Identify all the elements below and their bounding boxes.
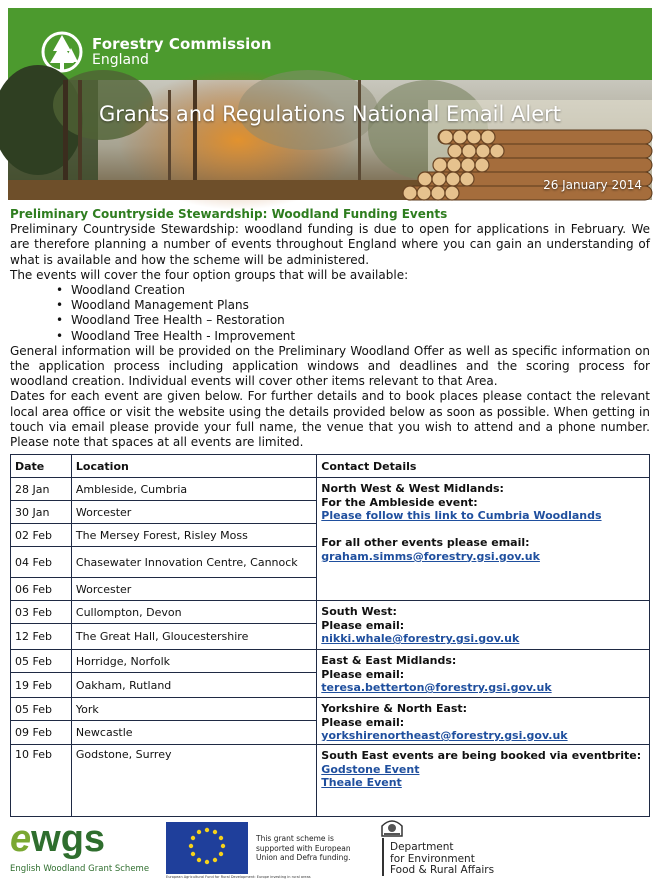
contact-yorkshire: [317, 698, 650, 745]
contact-south-east: [317, 745, 650, 817]
eu-funding-text: This grant scheme is supported with European Union and Defra funding.: [256, 834, 351, 862]
event-location: York: [71, 698, 316, 721]
contact-south-west: [317, 601, 650, 650]
email-link[interactable]: yorkshirenortheast@forestry.gsi.gov.uk: [321, 729, 568, 742]
options-lead: The events will cover the four option groups that will be available:: [10, 267, 409, 282]
article-heading: Preliminary Countryside Stewardship: Woodland Funding Events: [10, 207, 448, 221]
eu-small-text: European Agricultural Fund for Rural Development: Europe investing in rural areas: [166, 875, 311, 879]
table-row: [11, 601, 650, 624]
event-location: Ambleside, Cumbria: [71, 478, 316, 501]
contact-east: [317, 650, 650, 698]
contact-ambleside-label: For the Ambleside event:: [321, 495, 478, 509]
cumbria-woodlands-link[interactable]: Please follow this link to Cumbria Woodlands: [321, 509, 602, 522]
issue-date: 26 January 2014: [543, 178, 642, 192]
contact-region: East & East Midlands:: [321, 654, 457, 667]
godstone-event-link[interactable]: Godstone Event: [321, 762, 420, 776]
list-item: • Woodland Management Plans: [56, 298, 650, 313]
header-contact: Contact Details: [317, 455, 650, 478]
org-name: Forestry Commission: [92, 34, 272, 53]
contact-label: Please email:: [321, 618, 405, 632]
general-info-paragraph: General information will be provided on the Preliminary Woodland Offer as well as specific information on the application process including application windows and deadlines and the scoring process for woodland creation. Individual events will cover other items relevant to that Area.: [10, 343, 650, 389]
ewgs-logo: [10, 820, 150, 878]
banner-title: Grants and Regulations National Email Alert: [99, 102, 561, 126]
org-sub: England: [92, 51, 149, 68]
list-item: • Woodland Creation: [56, 283, 650, 298]
event-location: Worcester: [71, 578, 316, 601]
forestry-commission-logo: [40, 30, 272, 74]
event-location: Cullompton, Devon: [71, 601, 316, 624]
theale-event-link[interactable]: Theale Event: [321, 776, 402, 789]
event-date: 05 Feb: [11, 650, 72, 673]
ewgs-wordmark: wgs: [31, 818, 106, 860]
list-item: • Woodland Tree Health - Improvement: [56, 329, 650, 344]
events-table: [10, 454, 650, 817]
event-date: 06 Feb: [11, 578, 72, 601]
event-date: 30 Jan: [11, 501, 72, 524]
email-link[interactable]: nikki.whale@forestry.gsi.gov.uk: [321, 632, 520, 645]
event-date: 09 Feb: [11, 721, 72, 745]
header-location: Location: [71, 455, 316, 478]
footer-logos: [8, 812, 652, 880]
table-row: [11, 478, 650, 501]
event-date: 10 Feb: [11, 745, 72, 817]
contact-region: North West & West Midlands:: [321, 482, 504, 495]
event-location: Chasewater Innovation Centre, Cannock: [71, 547, 316, 578]
event-date: 12 Feb: [11, 624, 72, 650]
event-location: The Great Hall, Gloucestershire: [71, 624, 316, 650]
contact-north-west: [317, 478, 650, 601]
table-row: [11, 650, 650, 673]
email-link[interactable]: teresa.betterton@forestry.gsi.gov.uk: [321, 681, 552, 694]
contact-label: Please email:: [321, 667, 405, 681]
defra-line-2: for Environment: [390, 852, 475, 865]
contact-region: South West:: [321, 605, 397, 618]
intro-paragraph: Preliminary Countryside Stewardship: woodland funding is due to open for applications in February. We are therefore planning a number of events throughout England where you can gain an understanding of what is available and how the scheme will be administered.: [10, 222, 650, 267]
event-location: Oakham, Rutland: [71, 673, 316, 698]
event-date: 03 Feb: [11, 601, 72, 624]
email-link[interactable]: graham.simms@forestry.gsi.gov.uk: [321, 549, 540, 563]
contact-label: Please email:: [321, 715, 405, 729]
royal-crest-icon: [378, 816, 406, 838]
event-date: 19 Feb: [11, 673, 72, 698]
defra-line-1: Department: [390, 841, 454, 853]
event-date: 04 Feb: [11, 547, 72, 578]
event-date: 05 Feb: [11, 698, 72, 721]
eu-logo: [166, 822, 366, 878]
table-header-row: [11, 455, 650, 478]
ewgs-caption: English Woodland Grant Scheme: [10, 864, 150, 874]
event-location: The Mersey Forest, Risley Moss: [71, 524, 316, 547]
event-date: 02 Feb: [11, 524, 72, 547]
event-location: Newcastle: [71, 721, 316, 745]
event-location: Worcester: [71, 501, 316, 524]
event-date: 28 Jan: [11, 478, 72, 501]
list-item: • Woodland Tree Health – Restoration: [56, 313, 650, 328]
booking-paragraph: Dates for each event are given below. For further details and to book places please contact the relevant local area office or visit the website using the details provided below as soon as possible. When getting in touch via email please provide your full name, the venue that you wish to attend and a phone number. Please note that spaces at all events are limited.: [10, 389, 650, 450]
site-header: [8, 8, 652, 80]
contact-other-label: For all other events please email:: [321, 536, 530, 549]
event-location: Horridge, Norfolk: [71, 650, 316, 673]
event-location: Godstone, Surrey: [71, 745, 316, 817]
table-row: [11, 745, 650, 817]
defra-logo: [378, 816, 508, 878]
defra-line-3: Food & Rural Affairs: [390, 864, 495, 876]
article: [10, 207, 650, 450]
ewgs-e-glyph: e: [10, 818, 32, 860]
table-row: [11, 698, 650, 721]
banner: [8, 80, 652, 200]
contact-region: South East events are being booked via eventbrite:: [321, 749, 642, 762]
eu-flag-icon: [166, 822, 248, 874]
option-groups-list: [10, 283, 650, 344]
header-date: Date: [11, 455, 72, 478]
contact-region: Yorkshire & North East:: [321, 702, 468, 715]
